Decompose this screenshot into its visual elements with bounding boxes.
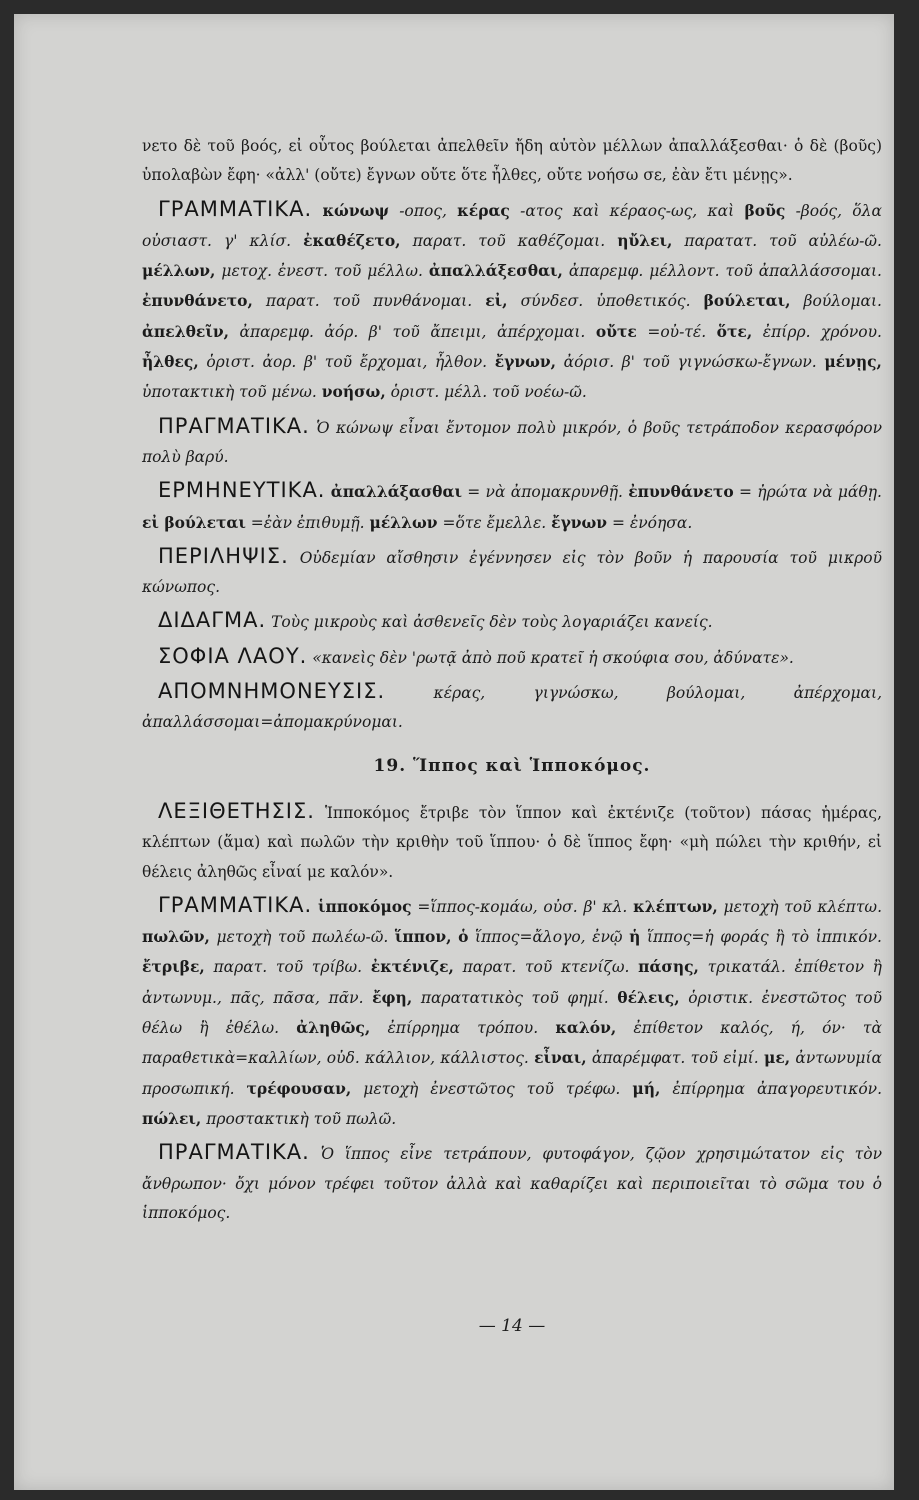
gloss: -ατος καὶ κέραος-ως, καὶ [520,201,735,220]
perilepsis-label: ΠΕΡΙΛΗΨΙΣ. [158,543,289,568]
gloss: ἐπίρρημα ἀπαγορευτικόν. [672,1079,883,1098]
headword: ἔγνων [551,512,608,532]
apomnemoneusis-text: κέρας, γιγνώσκω, βούλομαι, ἀπέρχομαι, ἀπαλλάσσομαι=ἀπομακρύνομαι. [142,684,882,732]
sophia-text: «κανεὶς δὲν 'ρωτᾷ ἀπὸ ποῦ κρατεῖ ἡ σκούφια σου, ἀδύνατε». [312,648,794,667]
headword: πώλει, [142,1108,202,1128]
gloss: σύνδεσ. ὑποθετικός. [520,292,691,311]
headword: ἐκαθέζετο, [303,230,401,250]
headword: με, [763,1048,791,1068]
gloss: = ἐνόησα. [612,513,693,532]
gloss: βούλομαι. [803,292,882,311]
didagma-label: ΔΙΔΑΓΜΑ. [158,608,267,633]
apomnemoneusis-section [142,677,882,738]
headword: βούλεται, [703,291,791,311]
gloss: τρικατάλ. ἐπίθετον ἢ ἀντωνυμ., πᾶς, πᾶσα, πᾶν. [142,958,882,1007]
gloss: παρατ. τοῦ πυνθάνομαι. [265,292,473,311]
headword: ἀπελθεῖν, [142,321,229,341]
headword: ἀπαλλάξασθαι [330,482,462,502]
headword: μέλλων [369,512,438,532]
gloss: ὑποτακτικὴ τοῦ μένω. [142,383,317,402]
pragmatika-text: Ὁ ἵππος εἶνε τετράπουν, φυτοφάγον, ζῷον χρησιμώτατον εἰς τὸν ἄνθρωπον· ὄχι μόνον τρέφει τοῦτον ἀλλὰ καὶ καθαρίζει καὶ περιποιεῖται τὸ σῶμα του ὁ ἱπποκόμος. [142,1145,882,1222]
headword: καλόν, [555,1018,617,1038]
headword: ἵππον, [394,927,452,947]
gloss: παρατ. τοῦ κτενίζω. [462,958,630,977]
gloss: παρατ. τοῦ καθέζομαι. [412,231,606,250]
headword: εἰ βούλεται [142,512,246,532]
headword: ἐπυνθάνετο [628,482,734,502]
gloss: ὁριστικ. ἐνεστῶτος τοῦ θέλω ἢ ἐθέλω. [142,988,882,1038]
sophia-label: ΣΟΦΙΑ ΛΑΟΥ. [158,643,308,668]
story-heading: 19. Ἵππος καὶ Ἱπποκόμος. [373,755,651,776]
gloss: παρατατ. τοῦ αὐλέω-ῶ. [684,231,882,250]
continuation-text: νετο δὲ τοῦ βοός, εἰ οὗτος βούλεται ἀπελθεῖν ἤδη αὐτὸν μέλλων ἀπαλλάξεσθαι· ὁ δὲ (βοῦς) ὑπολαβὼν ἔφη· «ἀλλ' (οὔτε) ἔγνων οὔτε ὅτε ἦλθες, οὔτε νοήσω σε, ἐὰν ἔτι μένῃς». [142,137,882,185]
headword: εἶναι, [534,1048,587,1068]
headword: μέλλων, [142,261,216,281]
gloss: ἀπαρεμφ. μέλλοντ. τοῦ ἀπαλλάσσομαι. [568,262,882,281]
grammar-entries [142,202,882,402]
gloss: ἵππος=ἄλογο, ἐνῷ [475,928,623,947]
gloss: ὁριστ. ἀορ. β' τοῦ ἔρχομαι, ἦλθον. [206,353,488,372]
gloss: παρατ. τοῦ τρίβω. [213,958,363,977]
headword: βοῦς [744,200,786,220]
gloss: ἵππος=ἡ φοράς ἢ τὸ ἱππικόν. [646,928,882,947]
headword: ἦλθες, [142,352,199,372]
gloss: = νὰ ἀπομακρυνθῇ. [467,483,623,502]
hermeneutika-label: ΕΡΜΗΝΕΥΤΙΚΑ. [158,478,326,503]
headword: ἀπαλλάξεσθαι, [428,261,563,281]
headword: μένῃς, [824,352,882,372]
lexithetesis-text: Ἱπποκόμος ἔτριβε τὸν ἵππον καὶ ἐκτένιζε (τοῦτον) πάσας ἡμέρας, κλέπτων (ἅμα) καὶ πωλῶν τὴν κριθὴν τοῦ ἵππου· ὁ δὲ ἵππος ἔφη· «μὴ πώλει τὴν κριθήν, εἰ θέλεις ἀληθῶς εἶναί με καλόν». [142,803,882,881]
didagma-section [142,606,882,637]
headword: ἔγνων, [494,352,557,372]
headword: κέρας [457,200,510,220]
page-number: — 14 — [478,1316,546,1336]
pragmatika-section-1 [142,412,882,473]
gloss: ἀντωνυμία προσωπική. [142,1049,882,1098]
headword: ἱπποκόμος [317,896,412,916]
gloss: =ἐὰν ἐπιθυμῇ. [250,513,365,532]
headword: ὅτε, [716,321,753,341]
story-continuation [142,132,882,191]
gloss: -βοός, ὅλα οὐσιαστ. γ' κλίσ. [142,201,882,250]
headword: ἀληθῶς, [296,1018,371,1038]
headword: οὔτε [595,321,637,341]
gloss: ἐπίρρημα τρόπου. [387,1019,539,1038]
headword: κώνωψ [322,200,389,220]
gloss: μετοχὴ τοῦ κλέπτω. [723,897,882,916]
headword: νοήσω, [321,382,386,402]
headword: ηὔλει, [617,230,673,250]
lexithetesis-section [142,797,882,887]
gloss: παρατατικὸς τοῦ φημί. [420,988,609,1007]
gloss: =οὐ-τέ. [647,322,707,341]
hermeneutika-section [142,476,882,538]
gloss: -οπος, [399,201,447,220]
headword: ἔφη, [372,987,413,1007]
headword: ἡ [629,927,641,947]
grammar-label: ΓΡΑΜΜΑΤΙΚΑ. [158,196,313,221]
pragmatika-section-2 [142,1138,882,1228]
headword: τρέφουσαν, [246,1078,352,1098]
gloss: = ἠρώτα νὰ μάθῃ. [739,483,882,502]
headword: ὁ [458,927,469,947]
gloss: ἀπαρέμφατ. τοῦ εἰμί. [591,1049,759,1068]
lexithetesis-label: ΛΕΞΙΘΕΤΗΣΙΣ. [158,798,315,823]
headword: κλέπτων, [633,896,718,916]
gloss: μετοχ. ἐνεστ. τοῦ μέλλω. [221,262,423,281]
gloss: ὁριστ. μέλλ. τοῦ νοέω-ῶ. [390,383,587,402]
gloss: μετοχὴ τοῦ πωλέω-ῶ. [216,928,389,947]
sophia-section [142,642,882,673]
perilepsis-section [142,542,882,603]
apomnemoneusis-label: ΑΠΟΜΝΗΜΟΝΕΥΣΙΣ. [158,679,386,704]
gloss: μετοχὴ ἐνεστῶτος τοῦ τρέφω. [363,1079,621,1098]
gloss: ἐπίρρ. χρόνου. [762,322,882,341]
book-page [14,14,894,1490]
gloss: ἐπίθετον καλός, ή, όν· τὰ παραθετικὰ=καλλίων, οὐδ. κάλλιον, κάλλιστος. [142,1019,882,1068]
grammar-label: ΓΡΑΜΜΑΤΙΚΑ. [158,892,313,917]
headword: ἐπυνθάνετο, [142,291,253,311]
headword: πάσης, [638,957,699,977]
headword: ἐκτένιζε, [370,957,454,977]
headword: θέλεις, [617,987,680,1007]
pragmatika-label: ΠΡΑΓΜΑΤΙΚΑ. [158,413,310,438]
headword: μή, [632,1078,661,1098]
grammar-section-2 [142,891,882,1134]
headword: εἰ, [485,291,508,311]
grammar-section-1 [142,195,882,408]
gloss: =ὅτε ἔμελλε. [442,513,547,532]
gloss: =ἵππος-κομάω, οὐσ. β' κλ. [417,897,628,916]
page-text [142,132,882,1232]
pragmatika-label: ΠΡΑΓΜΑΤΙΚΑ. [158,1140,310,1165]
headword: πωλῶν, [142,927,210,947]
didagma-text: Τοὺς μικροὺς καὶ ἀσθενεῖς δὲν τοὺς λογαριάζει κανείς. [271,613,713,632]
headword: ἔτριβε, [142,957,205,977]
gloss: ἀόρισ. β' τοῦ γιγνώσκω-ἔγνων. [563,353,817,372]
perilepsis-text: Οὐδεμίαν αἴσθησιν ἐγέννησεν εἰς τὸν βοῦν ἡ παρουσία τοῦ μικροῦ κώνωπος. [142,548,882,597]
pragmatika-text: Ὁ κώνωψ εἶναι ἔντομον πολὺ μικρόν, ὁ βοῦς τετράποδον κερασφόρον πολὺ βαρύ. [142,418,882,466]
gloss: ἀπαρεμφ. ἀόρ. β' τοῦ ἄπειμι, ἀπέρχομαι. [239,322,586,341]
grammar-entries [142,898,882,1128]
gloss: προστακτικὴ τοῦ πωλῶ. [206,1109,397,1128]
